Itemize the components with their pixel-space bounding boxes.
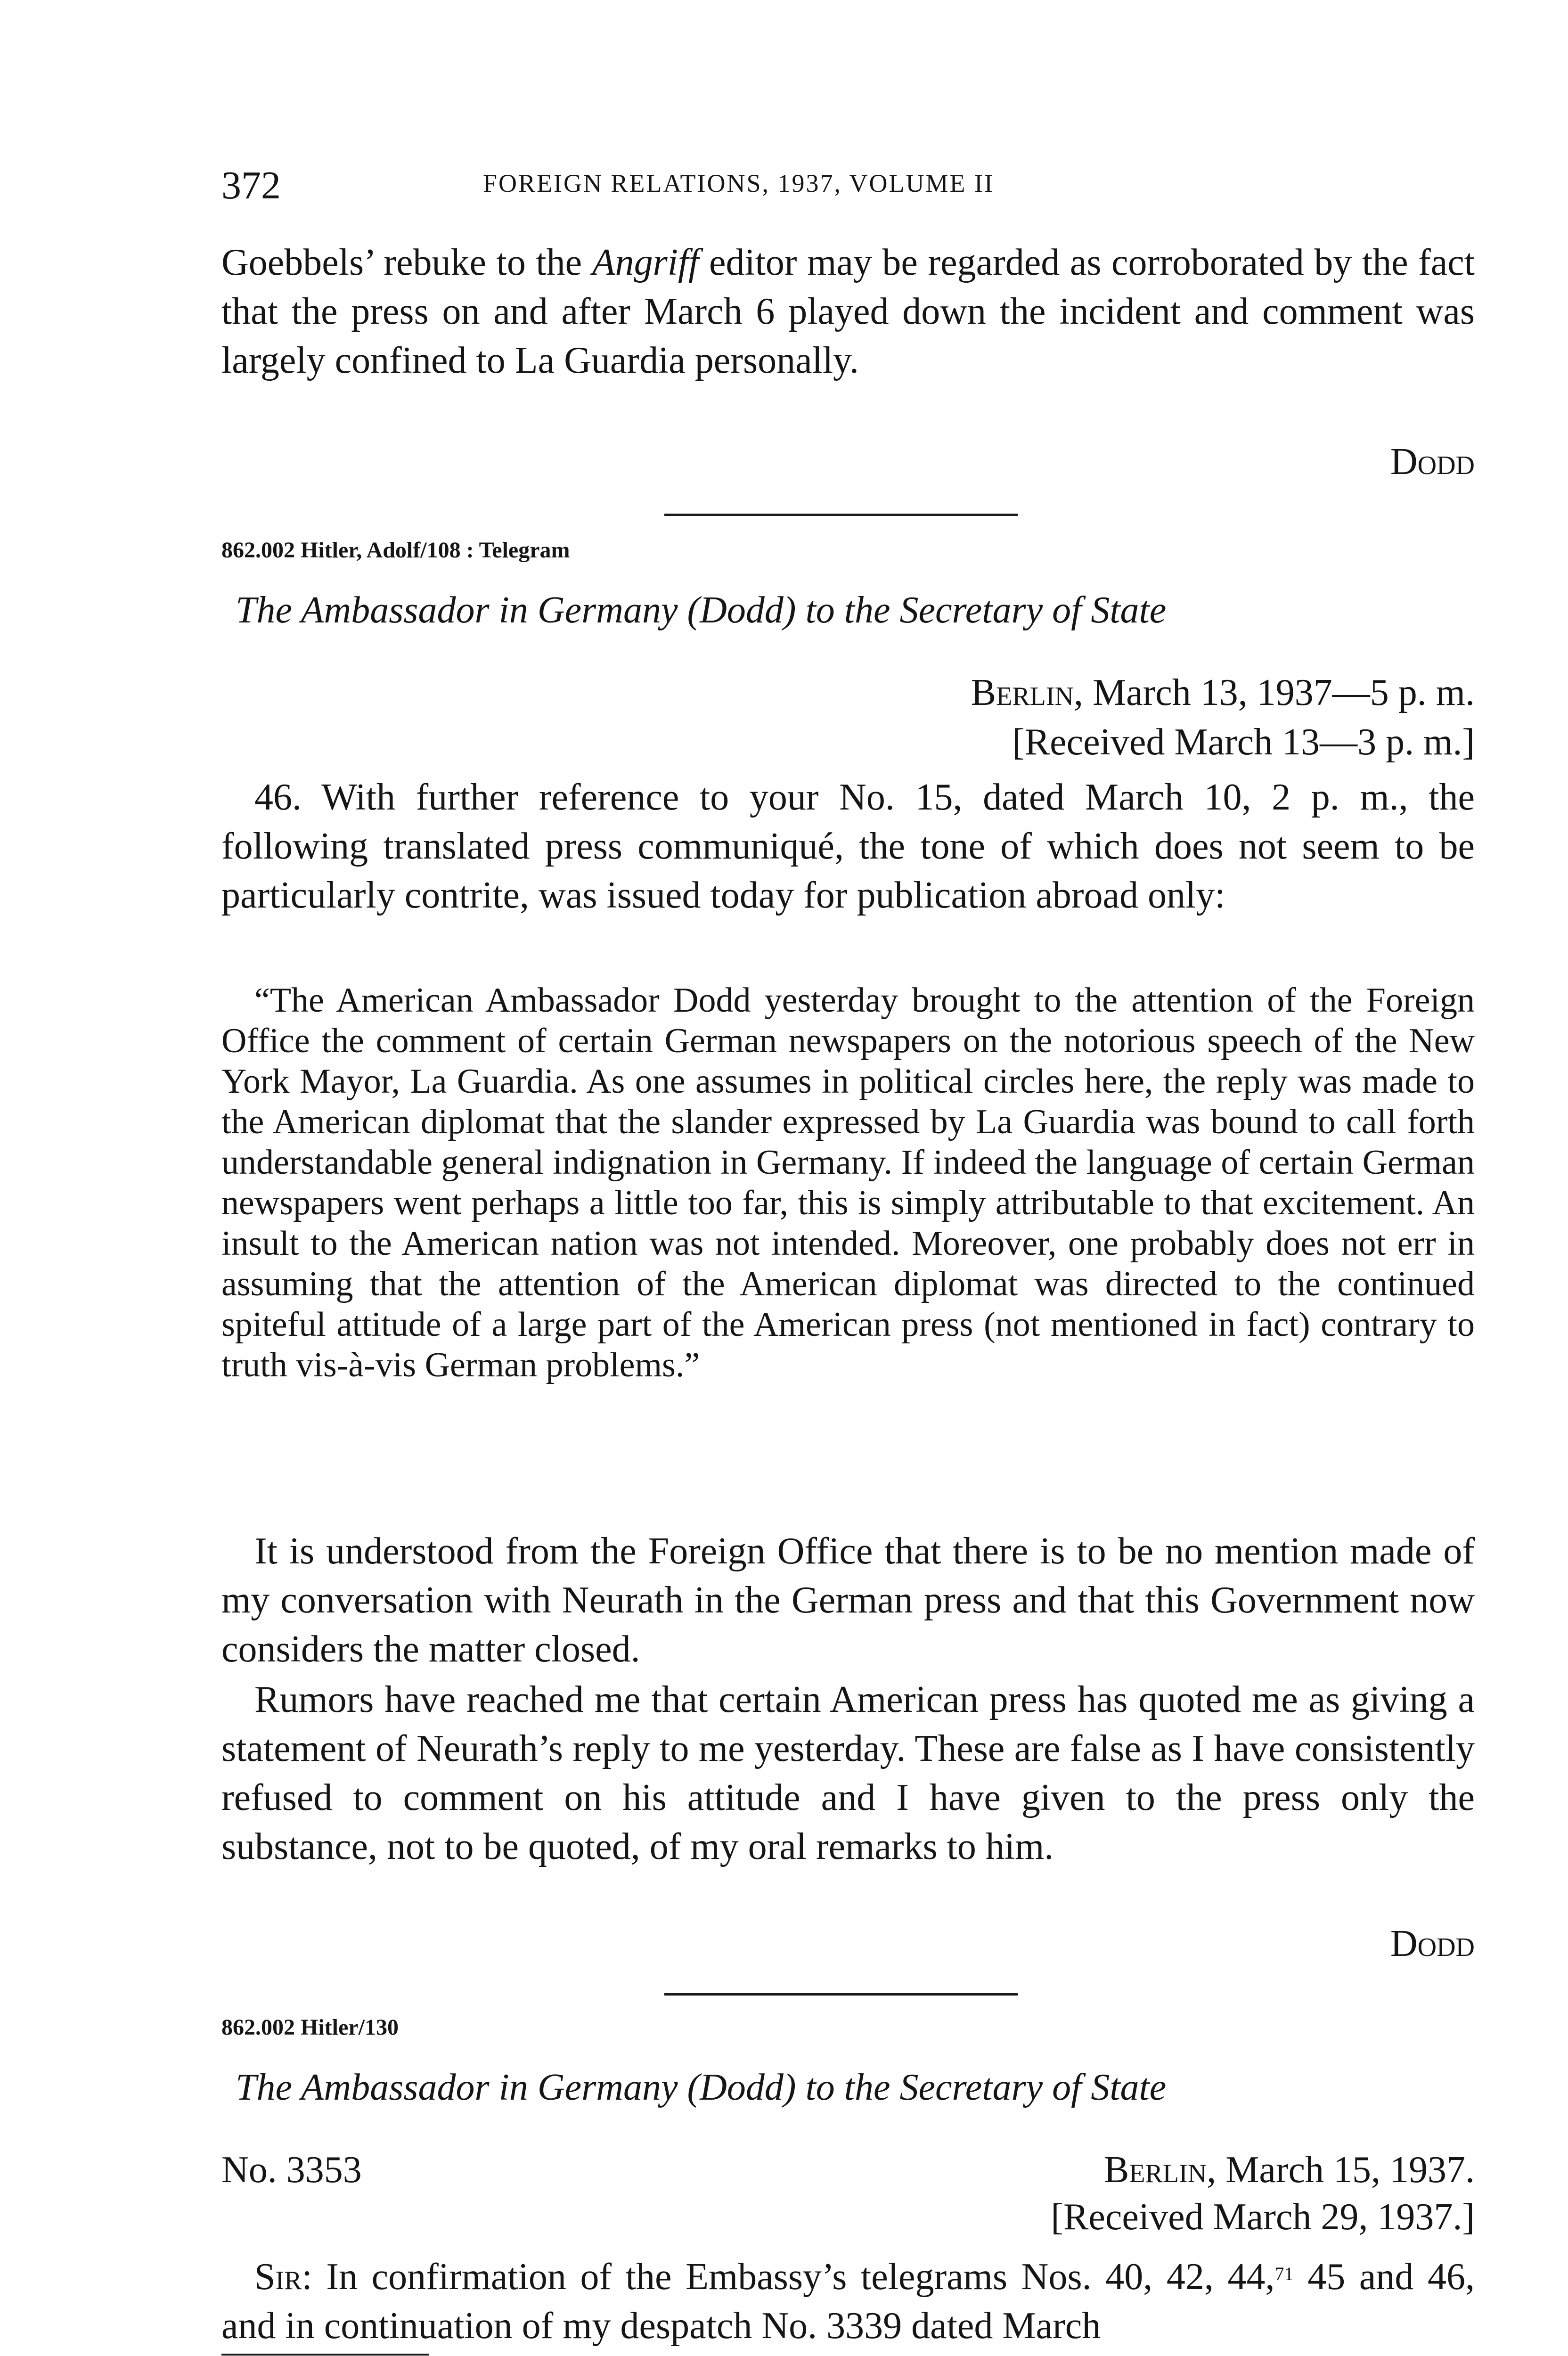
- continuation-paragraph: Goebbels’ rebuke to the Angriff editor may be regarded as corroborated by the fact that the press on and after March 6 played down the incident and comment was largely confined to La Guardia personally.: [221, 242, 1475, 381]
- section-divider: [664, 1993, 1018, 1996]
- page-number: 372: [221, 164, 281, 207]
- despatch-body: Sir: In confirmation of the Embassy’s telegrams Nos. 40, 42, 44,71 45 and 46, and in continuation of my despatch No. 3339 dated March: [221, 2256, 1475, 2347]
- footnote-reference: 71: [1274, 2263, 1294, 2284]
- document-title: The Ambassador in Germany (Dodd) to the Secretary of State: [236, 2067, 1167, 2108]
- footnote-divider: [221, 2354, 429, 2356]
- running-title: FOREIGN RELATIONS, 1937, VOLUME II: [483, 169, 994, 197]
- newspaper-name: Angriff: [592, 242, 699, 283]
- file-reference: 862.002 Hitler/130: [221, 2015, 399, 2040]
- file-reference: 862.002 Hitler, Adolf/108 : Telegram: [221, 538, 570, 563]
- dateline: Berlin, March 13, 1937—5 p. m.: [971, 672, 1475, 713]
- dateline: Berlin, March 15, 1937.: [1103, 2149, 1475, 2191]
- section-divider: [664, 514, 1018, 516]
- signature: Dodd: [1390, 441, 1475, 483]
- despatch-number: No. 3353: [221, 2149, 362, 2191]
- salutation: Sir: [254, 2256, 302, 2298]
- document-title: The Ambassador in Germany (Dodd) to the Secretary of State: [236, 589, 1167, 631]
- received-line: [Received March 13—3 p. m.]: [1012, 721, 1475, 763]
- telegram-opening: 46. With further reference to your No. 15, dated March 10, 2 p. m., the following translated press communiqué, the tone of which does not seem to be particularly contrite, was issued today for publication abroad only:: [221, 777, 1475, 916]
- paragraph: Rumors have reached me that certain American press has quoted me as giving a statement of Neurath’s reply to me yesterday. These are false as I have consistently refused to comment on his attitude and I have given to the press only the substance, not to be quoted, of my oral remarks to him.: [221, 1679, 1475, 1867]
- signature: Dodd: [1390, 1923, 1475, 1964]
- paragraph: It is understood from the Foreign Office that there is to be no mention made of my conversation with Neurath in the German press and that this Government now considers the matter closed.: [221, 1530, 1475, 1670]
- received-line: [Received March 29, 1937.]: [1051, 2196, 1475, 2238]
- press-communique: “The American Ambassador Dodd yesterday brought to the attention of the Foreign Office the comment of certain German newspapers on the notorious speech of the New York Mayor, La Guardia. As one assumes in political circles here, the reply was made to the American diplomat that the slander expressed by La Guardia was bound to call forth understandable general indignation in Germany. If indeed the language of certain German newspapers went perhaps a little too far, this is simply attributable to that excitement. An insult to the American nation was not intended. Moreover, one probably does not err in assuming that the attention of the American diplomat was directed to the continued spiteful attitude of a large part of the American press (not mentioned in fact) contrary to truth vis-à-vis German problems.”: [221, 981, 1475, 1384]
